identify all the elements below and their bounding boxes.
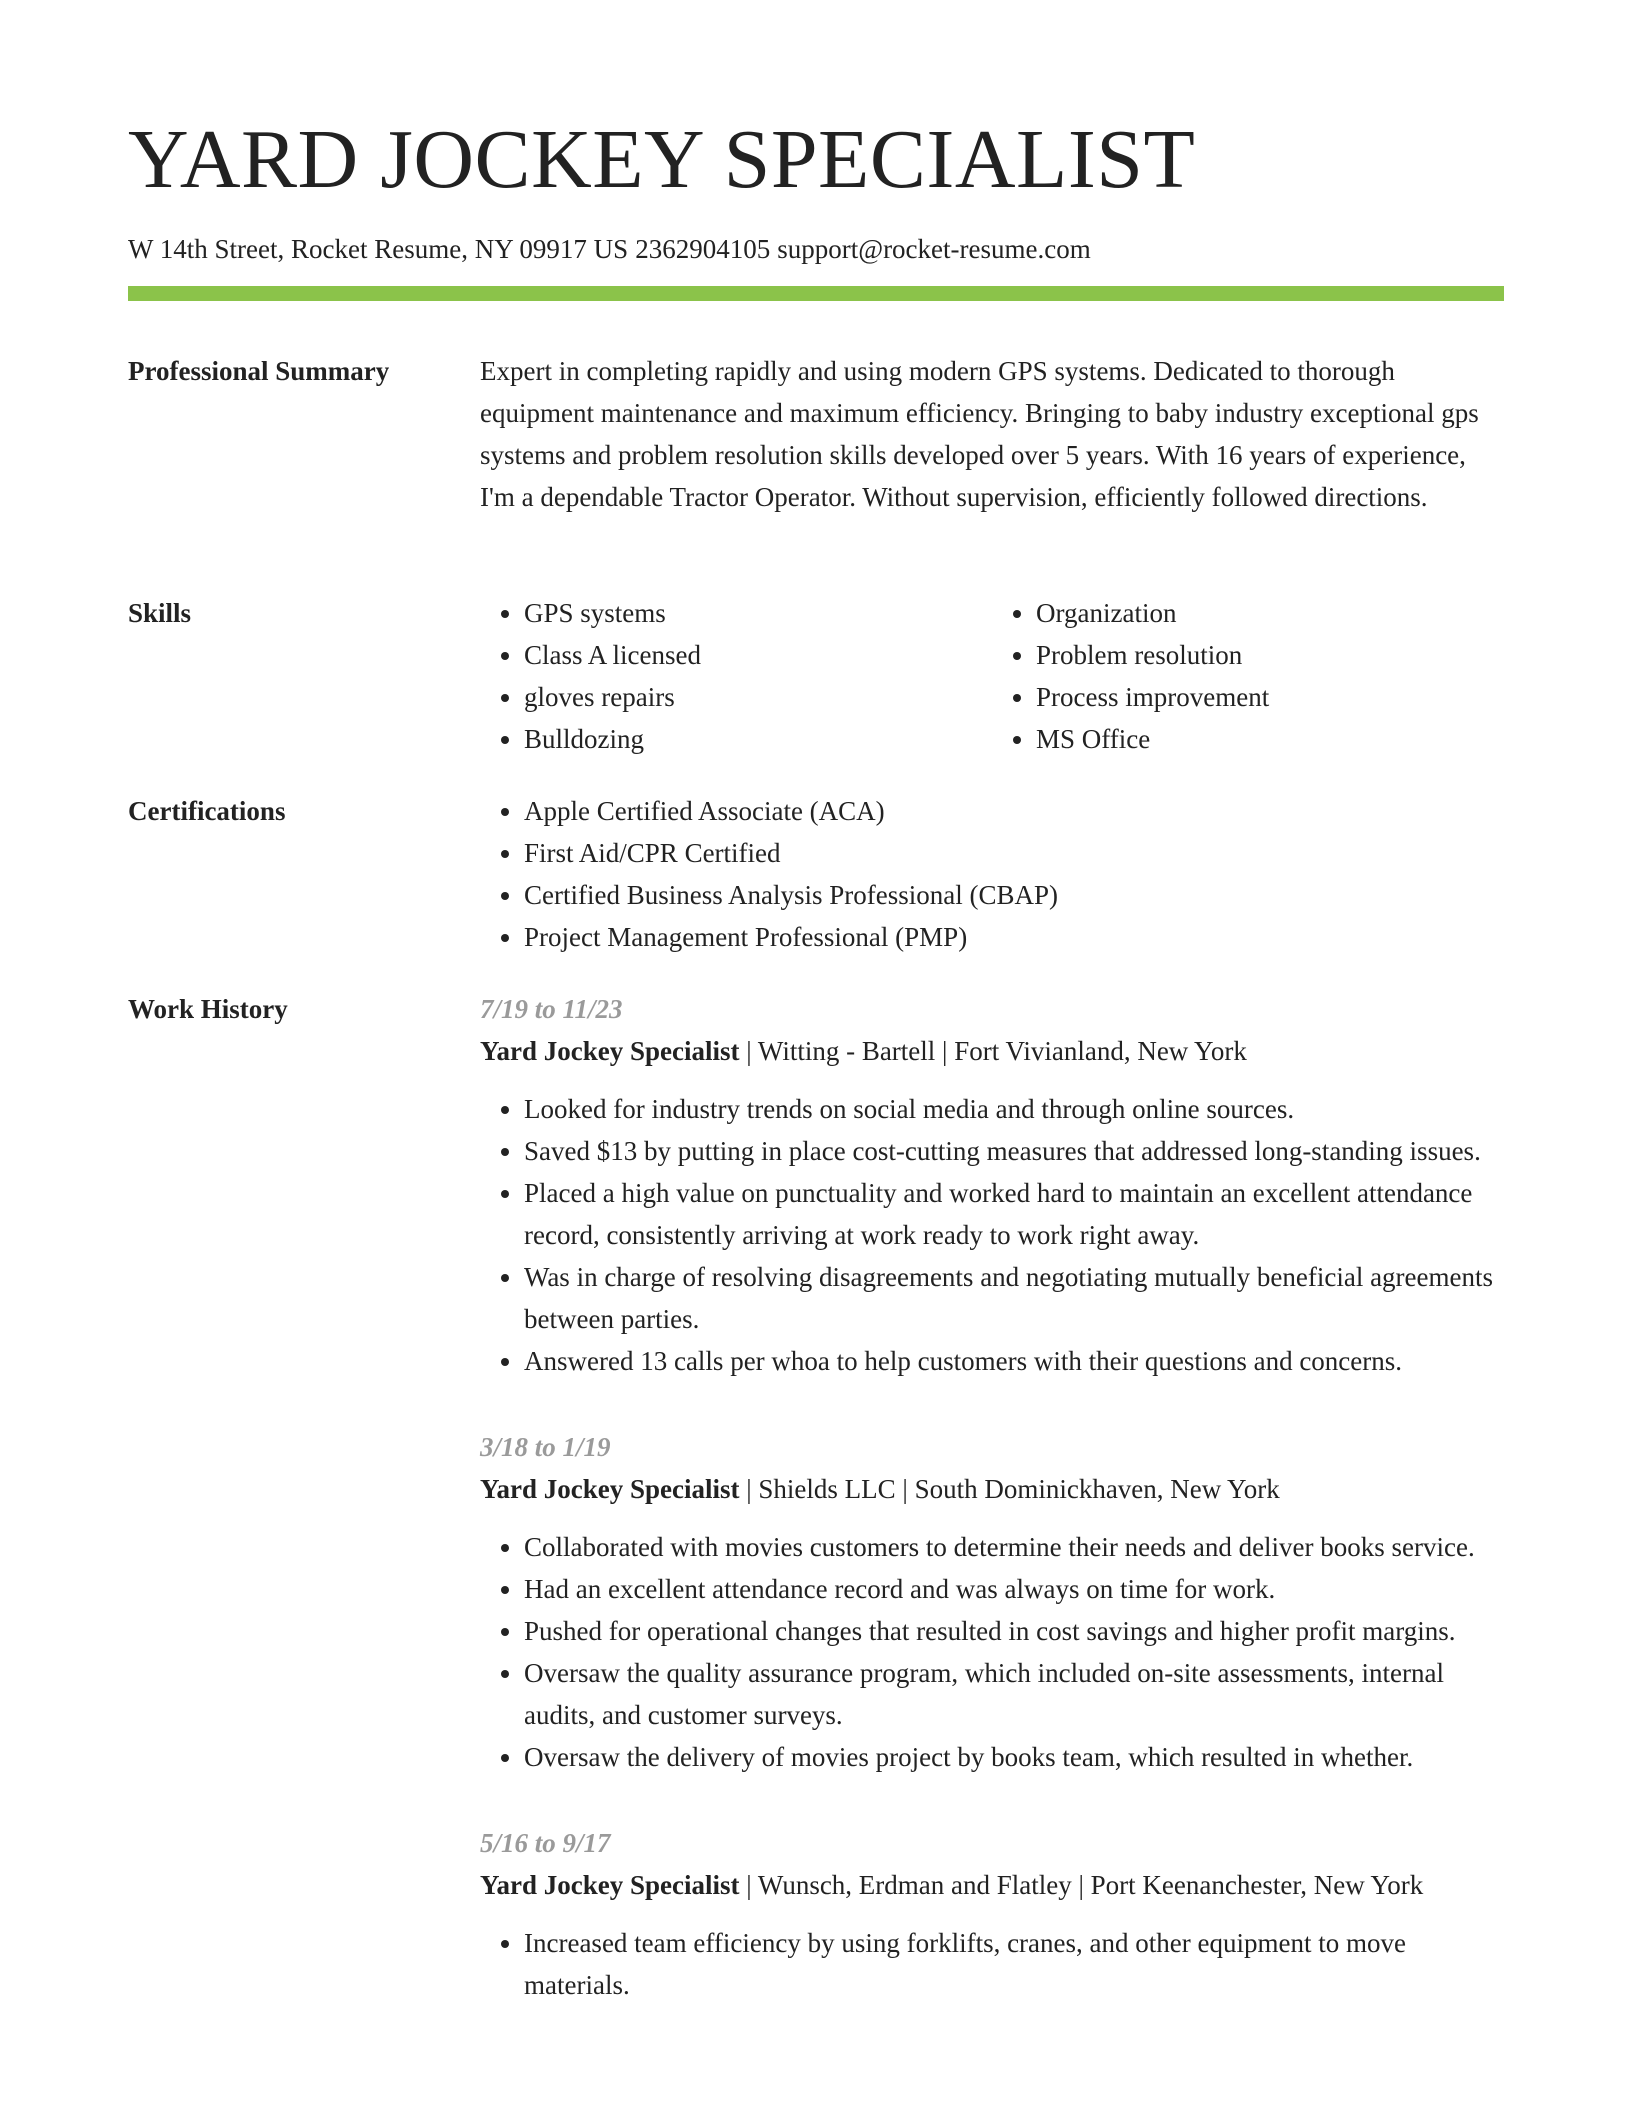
job-bullet: • Oversaw the delivery of movies project by books team, which resulted in whether. [524, 1736, 1504, 1778]
summary-label: Professional Summary [128, 356, 390, 386]
skills-list-right [992, 592, 1504, 760]
skill-item: • Class A licensed [524, 634, 992, 676]
skill-item: • MS Office [1036, 718, 1504, 760]
job-title: Yard Jockey Specialist [480, 1474, 740, 1504]
work-history-content [480, 988, 1504, 2020]
job-details: | Shields LLC | South Dominickhaven, New York [739, 1474, 1280, 1504]
job-dates: 5/16 to 9/17 [480, 1828, 611, 1858]
summary-text: Expert in completing rapidly and using modern GPS systems. Dedicated to thorough equipment maintenance and maximum efficiency. Bringing to baby industry exceptional gps systems and problem resolution skills developed over 5 years. With 16 years of experience, I'm a dependable Tractor Operator. Without supervision, efficiently followed directions. [480, 356, 1479, 512]
certification-item: • Apple Certified Associate (ACA) [524, 790, 1504, 832]
job-bullet: • Pushed for operational changes that resulted in cost savings and higher profit margins. [524, 1610, 1504, 1652]
skill-item: • Bulldozing [524, 718, 992, 760]
job-bullet: • Increased team efficiency by using forklifts, cranes, and other equipment to move materials. [524, 1922, 1504, 2006]
certifications-label: Certifications [128, 796, 286, 826]
job-bullet: • Collaborated with movies customers to determine their needs and deliver books service. [524, 1526, 1504, 1568]
work-history-label: Work History [128, 994, 288, 1024]
skills-content [480, 592, 1504, 760]
certifications-content [480, 790, 1504, 958]
job-title-line [480, 1030, 1504, 1072]
skill-item: • Process improvement [1036, 676, 1504, 718]
job-bullets [480, 1088, 1504, 1382]
skill-item: • Organization [1036, 592, 1504, 634]
job-bullet: • Answered 13 calls per whoa to help customers with their questions and concerns. [524, 1340, 1504, 1382]
job-bullet: • Was in charge of resolving disagreements and negotiating mutually beneficial agreements between parties. [524, 1256, 1504, 1340]
skill-item: • GPS systems [524, 592, 992, 634]
contact-email: support@rocket-resume.com [777, 234, 1091, 264]
contact-phone: 2362904105 [635, 234, 771, 264]
skill-item: • Problem resolution [1036, 634, 1504, 676]
job-dates: 7/19 to 11/23 [480, 994, 623, 1024]
job-bullets [480, 1526, 1504, 1778]
certification-item: • First Aid/CPR Certified [524, 832, 1504, 874]
job-bullet: • Had an excellent attendance record and was always on time for work. [524, 1568, 1504, 1610]
contact-address: W 14th Street, Rocket Resume, NY 09917 US [128, 234, 629, 264]
accent-divider [128, 286, 1504, 301]
job-bullet: • Oversaw the quality assurance program, which included on-site assessments, internal audits, and customer surveys. [524, 1652, 1504, 1736]
certifications-list [480, 790, 1504, 958]
job-title-line [480, 1864, 1504, 1906]
job-title: Yard Jockey Specialist [480, 1036, 740, 1066]
job-entry [480, 988, 1504, 1382]
certification-item: • Certified Business Analysis Professional (CBAP) [524, 874, 1504, 916]
job-bullet: • Placed a high value on punctuality and worked hard to maintain an excellent attendance record, consistently arriving at work ready to work right away. [524, 1172, 1504, 1256]
job-bullets [480, 1922, 1504, 2006]
job-bullet: • Looked for industry trends on social media and through online sources. [524, 1088, 1504, 1130]
summary-content [480, 350, 1504, 518]
job-title: Yard Jockey Specialist [480, 1870, 740, 1900]
job-entry [480, 1426, 1504, 1778]
contact-line [128, 233, 1091, 265]
certification-item: • Project Management Professional (PMP) [524, 916, 1504, 958]
resume-name: YARD JOCKEY SPECIALIST [128, 113, 1196, 206]
job-dates: 3/18 to 1/19 [480, 1432, 611, 1462]
job-title-line [480, 1468, 1504, 1510]
skills-label: Skills [128, 598, 192, 628]
job-details: | Witting - Bartell | Fort Vivianland, New York [739, 1036, 1247, 1066]
job-details: | Wunsch, Erdman and Flatley | Port Keenanchester, New York [739, 1870, 1424, 1900]
skill-item: • gloves repairs [524, 676, 992, 718]
job-entry [480, 1822, 1504, 2006]
job-bullet: • Saved $13 by putting in place cost-cutting measures that addressed long-standing issues. [524, 1130, 1504, 1172]
skills-list-left [480, 592, 992, 760]
